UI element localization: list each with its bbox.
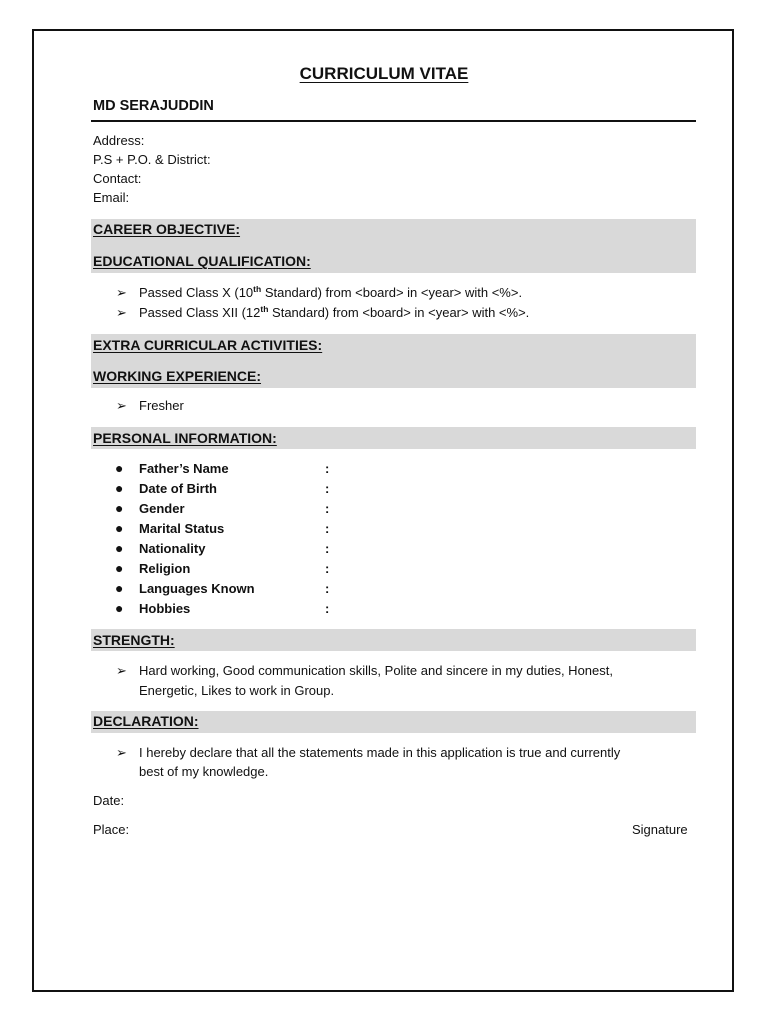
field-colon: : [325, 521, 330, 536]
bullet-icon: ● [115, 540, 124, 556]
heading-strength: STRENGTH: [93, 632, 175, 648]
personal-field-label: Languages Known [139, 581, 255, 596]
date-label: Date: [93, 793, 125, 808]
arrow-bullet-icon: ➢ [116, 285, 127, 300]
contact-label: Contact: [93, 171, 142, 186]
arrow-bullet-icon: ➢ [116, 663, 127, 678]
heading-declaration: DECLARATION: [93, 713, 199, 729]
personal-field-label: Gender [139, 501, 185, 516]
bullet-icon: ● [115, 460, 124, 476]
personal-field-label: Marital Status [139, 521, 225, 536]
bullet-icon: ● [115, 580, 124, 596]
strength-text-line: Energetic, Likes to work in Group. [139, 683, 335, 698]
place-label: Place: [93, 822, 130, 837]
district-label: P.S + P.O. & District: [93, 152, 211, 167]
section-shade-strength [91, 629, 696, 651]
personal-field-label: Hobbies [139, 601, 191, 616]
personal-field-label: Nationality [139, 541, 206, 556]
education-item: Passed Class XII (12th Standard) from <board> in <year> with <%>. [139, 304, 530, 320]
cv-title: CURRICULUM VITAE [299, 64, 469, 83]
bullet-icon: ● [115, 480, 124, 496]
personal-field-label: Date of Birth [139, 481, 217, 496]
address-label: Address: [93, 133, 145, 148]
candidate-name: MD SERAJUDDIN [93, 98, 214, 114]
field-colon: : [325, 501, 330, 516]
arrow-bullet-icon: ➢ [116, 745, 127, 760]
bullet-icon: ● [115, 560, 124, 576]
education-item: Passed Class X (10th Standard) from <board> in <year> with <%>. [139, 284, 523, 300]
declaration-text-line: I hereby declare that all the statements made in this application is true and currently [139, 745, 621, 760]
heading-personal-information: PERSONAL INFORMATION: [93, 430, 277, 446]
arrow-bullet-icon: ➢ [116, 305, 127, 320]
personal-field-label: Father’s Name [139, 461, 229, 476]
email-label: Email: [93, 190, 130, 205]
field-colon: : [325, 581, 330, 596]
heading-educational-qualification: EDUCATIONAL QUALIFICATION: [93, 253, 311, 269]
strength-text-line: Hard working, Good communication skills, Polite and sincere in my duties, Honest, [139, 663, 613, 678]
field-colon: : [325, 461, 330, 476]
personal-field-label: Religion [139, 561, 191, 576]
signature-label: Signature [632, 822, 688, 837]
heading-extra-curricular: EXTRA CURRICULAR ACTIVITIES: [93, 337, 323, 353]
field-colon: : [325, 561, 330, 576]
heading-career-objective: CAREER OBJECTIVE: [93, 221, 241, 237]
field-colon: : [325, 541, 330, 556]
bullet-icon: ● [115, 520, 124, 536]
bullet-icon: ● [115, 600, 124, 616]
name-divider [91, 120, 696, 122]
bullet-icon: ● [115, 500, 124, 516]
heading-working-experience: WORKING EXPERIENCE: [93, 368, 262, 384]
experience-item: Fresher [139, 398, 184, 413]
declaration-text-line: best of my knowledge. [139, 764, 269, 779]
arrow-bullet-icon: ➢ [116, 398, 127, 413]
field-colon: : [325, 601, 330, 616]
field-colon: : [325, 481, 330, 496]
